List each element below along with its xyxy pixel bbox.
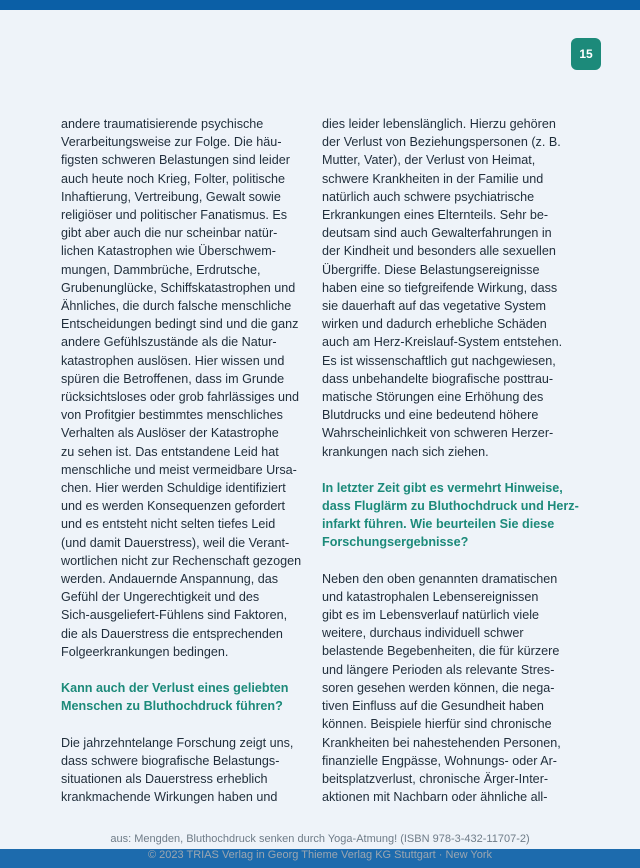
right-column bbox=[322, 115, 579, 806]
text-line: krankungen nach sich ziehen. bbox=[322, 444, 489, 459]
text-line: wortlichen nicht zur Rechenschaft gezogen bbox=[61, 553, 302, 568]
text-line: Neben den oben genannten dramatischen bbox=[322, 571, 558, 586]
top-color-bar bbox=[0, 0, 640, 10]
page-number-badge: 15 bbox=[571, 38, 601, 70]
text-line: Übergriffe. Diese Belastungsereignisse bbox=[322, 262, 540, 277]
question-line: Menschen zu Bluthochdruck führen? bbox=[61, 699, 283, 714]
text-line: der Kindheit und besonders alle sexuellen bbox=[322, 244, 556, 259]
text-line: mungen, Dammbrüche, Erdrutsche, bbox=[61, 262, 261, 277]
text-line: die als Dauerstress die entsprechenden bbox=[61, 626, 283, 641]
text-line: Inhaftierung, Vertreibung, Gewalt sowie bbox=[61, 189, 281, 204]
text-line: schwere Krankheiten in der Familie und bbox=[322, 171, 544, 186]
text-line: können. Beispiele hierfür sind chronische bbox=[322, 717, 552, 732]
text-line: werden. Andauernde Anspannung, das bbox=[61, 572, 279, 587]
text-line: andere traumatisierende psychische bbox=[61, 117, 264, 131]
text-line: belastende Begebenheiten, die für kürzere bbox=[322, 644, 560, 659]
right-paragraph-1 bbox=[322, 115, 566, 461]
text-line: gibt aber auch die nur scheinbar natür- bbox=[61, 226, 278, 241]
question-line: Kann auch der Verlust eines geliebten bbox=[61, 681, 289, 696]
text-line: finanzielle Engpässe, Wohnungs- oder Ar- bbox=[322, 753, 557, 768]
text-line: gibt es im Lebensverlauf natürlich viele bbox=[322, 608, 540, 623]
footer-copyright-line: © 2023 TRIAS Verlag in Georg Thieme Verlag KG Stuttgart · New York bbox=[148, 849, 492, 861]
text-line: spüren die Betroffenen, dass im Grunde bbox=[61, 371, 285, 386]
question-line: In letzter Zeit gibt es vermehrt Hinweise, bbox=[322, 480, 563, 495]
text-line: Entscheidungen bedingt sind und die ganz bbox=[61, 317, 299, 332]
text-line: natürlich auch schwere psychiatrische bbox=[322, 189, 535, 204]
footer-source-line: aus: Mengden, Bluthochdruck senken durch Yoga-Atmung! (ISBN 978-3-432-11707-2) bbox=[110, 833, 530, 845]
text-line: weitere, durchaus individuell schwer bbox=[322, 626, 524, 641]
text-line: Mutter, Vater), der Verlust von Heimat, bbox=[322, 153, 536, 168]
text-line: krankmachende Wirkungen haben und bbox=[61, 790, 278, 805]
text-line: chen. Hier werden Schuldige identifiziert bbox=[61, 481, 286, 496]
left-column bbox=[61, 115, 306, 806]
text-line: Wahrscheinlichkeit von schweren Herzer- bbox=[322, 426, 554, 441]
text-line: matische Störungen eine Erhöhung des bbox=[322, 390, 544, 405]
text-line: auch heute noch Krieg, Folter, politische bbox=[61, 171, 286, 186]
right-question-heading bbox=[322, 479, 579, 552]
text-line: Die jahrzehntelange Forschung zeigt uns, bbox=[61, 735, 294, 750]
left-paragraph-2 bbox=[61, 734, 306, 807]
text-line: und längere Perioden als relevante Stres- bbox=[322, 662, 555, 677]
text-line: sie dauerhaft auf das vegetative System bbox=[322, 299, 547, 314]
text-line: auch am Herz-Kreislauf-System entstehen. bbox=[322, 335, 563, 350]
text-line: dass unbehandelte biografische posttrau- bbox=[322, 371, 554, 386]
text-line: menschliche und meist vermeidbare Ursa- bbox=[61, 462, 297, 477]
text-line: Sich-ausgeliefert-Fühlens sind Faktoren, bbox=[61, 608, 288, 623]
text-line: beitsplatzverlust, chronische Ärger-Inter- bbox=[322, 771, 549, 786]
right-paragraph-2 bbox=[322, 570, 566, 807]
text-line: religiöser und politischer Fanatismus. Es bbox=[61, 208, 288, 223]
text-line: tiven Einfluss auf die Gesundheit haben bbox=[322, 699, 544, 714]
text-line: und katastrophalen Lebensereignissen bbox=[322, 589, 539, 604]
text-line: aktionen mit Nachbarn oder ähnliche all- bbox=[322, 790, 548, 805]
text-line: dass schwere biografische Belastungs- bbox=[61, 753, 280, 768]
question-line: dass Fluglärm zu Bluthochdruck und Herz- bbox=[322, 499, 579, 514]
text-line: und es werden Konsequenzen gefordert bbox=[61, 499, 286, 514]
left-paragraph-1 bbox=[61, 115, 306, 661]
text-line: figsten schweren Belastungen sind leider bbox=[61, 153, 290, 168]
text-line: von Profitgier bestimmtes menschliches bbox=[61, 408, 283, 423]
text-line: Ähnliches, die durch falsche menschliche bbox=[61, 299, 292, 314]
text-line: (und damit Dauerstress), weil die Verant- bbox=[61, 535, 290, 550]
text-line: dies leider lebenslänglich. Hierzu gehören bbox=[322, 117, 556, 131]
text-line: Verarbeitungsweise zur Folge. Die häu- bbox=[61, 135, 282, 150]
text-line: Es ist wissenschaftlich gut nachgewiesen, bbox=[322, 353, 556, 368]
text-line: Grubenunglücke, Schiffskatastrophen und bbox=[61, 280, 296, 295]
question-line: Forschungsergebnisse? bbox=[322, 535, 469, 550]
text-line: Erkrankungen eines Elternteils. Sehr be- bbox=[322, 208, 549, 223]
text-line: deutsam sind auch Gewalterfahrungen in bbox=[322, 226, 552, 241]
left-question-heading bbox=[61, 679, 306, 715]
text-line: situationen als Dauerstress erheblich bbox=[61, 771, 268, 786]
text-line: zu sehen ist. Das entstandene Leid hat bbox=[61, 444, 279, 459]
text-line: wirken und dadurch erhebliche Schäden bbox=[322, 317, 547, 332]
text-line: soren gesehen werden können, die nega- bbox=[322, 680, 555, 695]
text-line: haben eine so tiefgreifende Wirkung, dass bbox=[322, 280, 558, 295]
text-line: katastrophen auslösen. Hier wissen und bbox=[61, 353, 285, 368]
text-line: andere Gefühlszustände als die Natur- bbox=[61, 335, 277, 350]
question-line: infarkt führen. Wie beurteilen Sie diese bbox=[322, 517, 555, 532]
text-line: und es entsteht nicht selten tiefes Leid bbox=[61, 517, 276, 532]
text-line: rücksichtsloses oder grob fahrlässiges und bbox=[61, 390, 300, 405]
text-line: Gefühl der Ungerechtigkeit und des bbox=[61, 590, 260, 605]
text-line: Krankheiten bei nahestehenden Personen, bbox=[322, 735, 561, 750]
text-line: Blutdrucks und eine bedeutend höhere bbox=[322, 408, 539, 423]
text-line: Verhalten als Auslöser der Katastrophe bbox=[61, 426, 279, 441]
text-line: lichen Katastrophen wie Überschwem- bbox=[61, 244, 276, 259]
text-line: der Verlust von Beziehungspersonen (z. B. bbox=[322, 135, 561, 150]
text-line: Folgeerkrankungen bedingen. bbox=[61, 644, 229, 659]
